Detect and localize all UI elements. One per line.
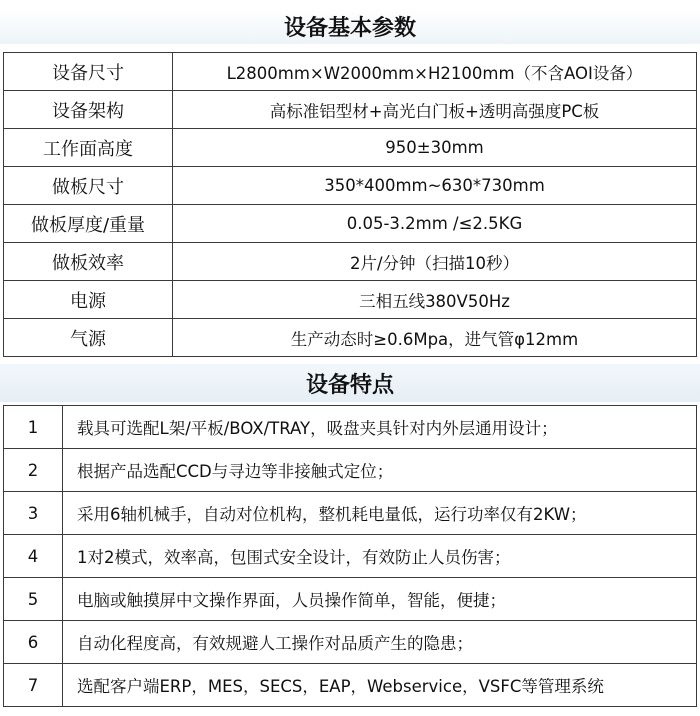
- spec-key: 工作面高度: [4, 129, 173, 167]
- feature-row: [4, 535, 697, 578]
- spec-row-structure: [4, 91, 697, 129]
- spec-value: 950±30mm: [173, 129, 697, 167]
- spec-value: 2片/分钟（扫描10秒）: [173, 243, 697, 281]
- spec-row-work-height: [4, 129, 697, 167]
- spec-row-efficiency: [4, 243, 697, 281]
- feature-row: [4, 664, 697, 707]
- feature-text: 1对2模式，效率高，包围式安全设计，有效防止人员伤害；: [63, 535, 697, 578]
- spec-row-size: [4, 53, 697, 91]
- feature-row: [4, 621, 697, 664]
- spec-key: 做板尺寸: [4, 167, 173, 205]
- spec-row-air: [4, 319, 697, 357]
- spec-key: 电源: [4, 281, 173, 319]
- feature-number: 2: [4, 449, 63, 492]
- feature-text: 电脑或触摸屏中文操作界面，人员操作简单，智能，便捷；: [63, 578, 697, 621]
- spec-key: 设备架构: [4, 91, 173, 129]
- spec-key: 气源: [4, 319, 173, 357]
- feature-number: 7: [4, 664, 63, 707]
- spec-key: 做板厚度/重量: [4, 205, 173, 243]
- spec-key: 设备尺寸: [4, 53, 173, 91]
- feature-text: 采用6轴机械手，自动对位机构，整机耗电量低，运行功率仅有2KW；: [63, 492, 697, 535]
- feature-text: 选配客户端ERP，MES，SECS，EAP，Webservice，VSFC等管理系统: [63, 664, 697, 707]
- feature-number: 4: [4, 535, 63, 578]
- feature-number: 6: [4, 621, 63, 664]
- spec-value: 350*400mm~630*730mm: [173, 167, 697, 205]
- spec-value: 高标准铝型材+高光白门板+透明高强度PC板: [173, 91, 697, 129]
- spec-section-title: 设备基本参数: [0, 8, 700, 44]
- feature-row: [4, 449, 697, 492]
- spec-value: L2800mm×W2000mm×H2100mm（不含AOI设备）: [173, 53, 697, 91]
- feature-row: [4, 578, 697, 621]
- spec-key: 做板效率: [4, 243, 173, 281]
- feature-row: [4, 492, 697, 535]
- feature-number: 3: [4, 492, 63, 535]
- feature-number: 1: [4, 406, 63, 449]
- feature-text: 自动化程度高，有效规避人工操作对品质产生的隐患；: [63, 621, 697, 664]
- spec-table: [3, 52, 697, 357]
- feature-number: 5: [4, 578, 63, 621]
- spec-row-power: [4, 281, 697, 319]
- spec-row-board-size: [4, 167, 697, 205]
- spec-row-board-thickness: [4, 205, 697, 243]
- feature-section-title: 设备特点: [0, 364, 700, 402]
- feature-row: [4, 406, 697, 449]
- spec-value: 三相五线380V50Hz: [173, 281, 697, 319]
- feature-text: 根据产品选配CCD与寻边等非接触式定位；: [63, 449, 697, 492]
- feature-text: 载具可选配L架/平板/BOX/TRAY，吸盘夹具针对内外层通用设计；: [63, 406, 697, 449]
- spec-value: 0.05-3.2mm /≤2.5KG: [173, 205, 697, 243]
- spec-value: 生产动态时≥0.6Mpa，进气管φ12mm: [173, 319, 697, 357]
- feature-table: [3, 405, 697, 707]
